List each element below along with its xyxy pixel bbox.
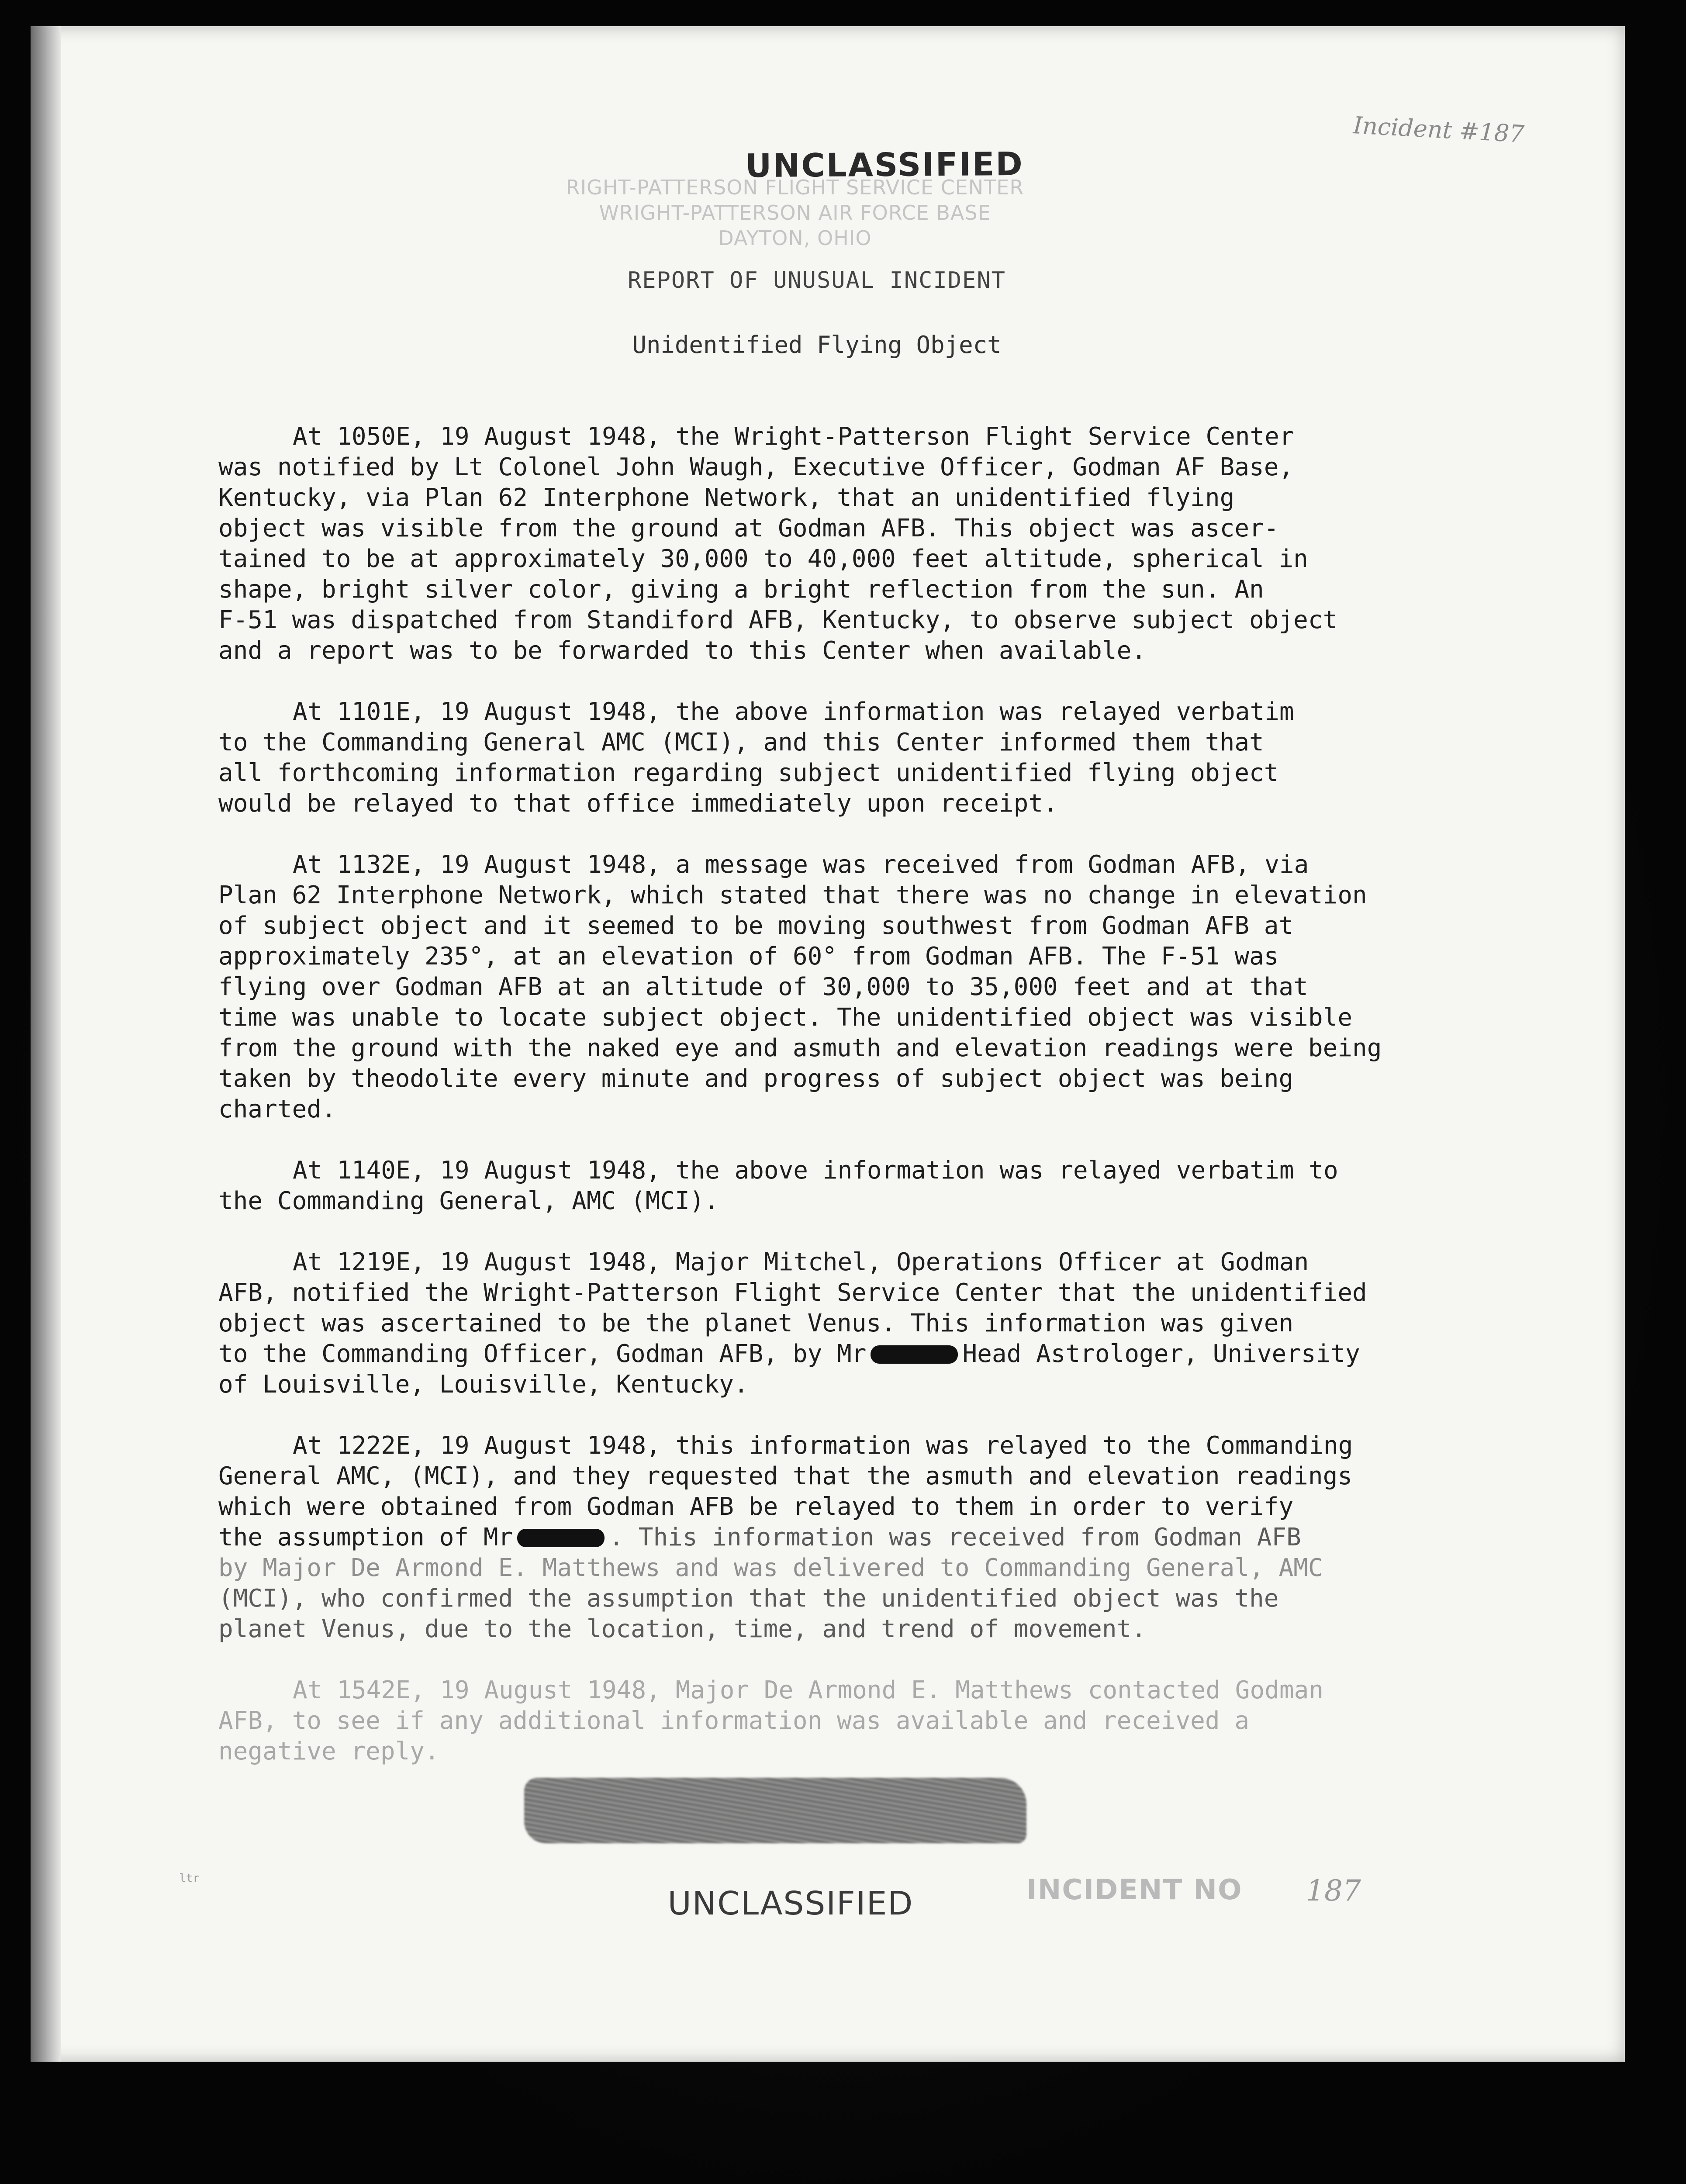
paragraph-1219e [218, 1247, 1463, 1400]
paragraph-1101e [218, 697, 1463, 819]
smudged-signature-block [524, 1778, 1026, 1843]
text-line: At 1219E, 19 August 1948, Major Mitchel, Operations Officer at Godman [293, 1248, 1309, 1276]
text-line: Kentucky, via Plan 62 Interphone Network, that an unidentified flying [218, 484, 1235, 512]
page-edge-shadow [31, 26, 61, 2062]
text-line: At 1050E, 19 August 1948, the Wright-Patterson Flight Service Center [293, 422, 1294, 451]
text-line: At 1140E, 19 August 1948, the above information was relayed verbatim to [293, 1156, 1338, 1185]
text-line: planet Venus, due to the location, time, and trend of movement. [218, 1615, 1147, 1643]
incident-stamp: INCIDENT NO [1026, 1874, 1243, 1906]
text-line: At 1542E, 19 August 1948, Major De Armond E. Matthews contacted Godman [293, 1676, 1324, 1704]
text-line: from the ground with the naked eye and asmuth and elevation readings were being [218, 1034, 1382, 1062]
classification-stamp-bottom: UNCLASSIFIED [667, 1885, 914, 1922]
text-fragment: to the Commanding Officer, Godman AFB, by Mr [218, 1340, 867, 1368]
text-line: of subject object and it seemed to be moving southwest from Godman AFB at [218, 912, 1294, 940]
corner-mark: ltr [179, 1872, 200, 1885]
letterhead [446, 175, 1144, 251]
text-line: object was visible from the ground at Godman AFB. This object was ascer- [218, 514, 1279, 543]
text-line: to the Commanding General AMC (MCI), and this Center informed them that [218, 728, 1264, 757]
text-line: taken by theodolite every minute and progress of subject object was being [218, 1064, 1294, 1093]
text-fragment: Head Astrologer, University [962, 1340, 1360, 1368]
text-line: AFB, notified the Wright-Patterson Flight Service Center that the unidentified [218, 1279, 1367, 1307]
letterhead-line: DAYTON, OHIO [718, 226, 872, 250]
classification-stamp-top: UNCLASSIFIED [745, 145, 1024, 185]
text-line: flying over Godman AFB at an altitude of 30,000 to 35,000 feet and at that [218, 973, 1308, 1001]
text-line: negative reply. [218, 1737, 439, 1766]
text-line: At 1101E, 19 August 1948, the above information was relayed verbatim [293, 698, 1294, 726]
paragraph-1222e [218, 1431, 1463, 1645]
text-fragment: . This information was received from Godman AFB [609, 1523, 1301, 1552]
text-line-with-redaction [218, 1339, 1463, 1369]
text-line: General AMC, (MCI), and they requested that the asmuth and elevation readings [218, 1462, 1353, 1490]
text-line: tained to be at approximately 30,000 to 40,000 feet altitude, spherical in [218, 545, 1308, 573]
text-line: charted. [218, 1095, 336, 1123]
text-line: would be relayed to that office immediately upon receipt. [218, 789, 1058, 818]
text-line: was notified by Lt Colonel John Waugh, Executive Officer, Godman AF Base, [218, 453, 1294, 481]
letterhead-line: RIGHT-PATTERSON FLIGHT SERVICE CENTER [566, 176, 1024, 199]
text-line: all forthcoming information regarding subject unidentified flying object [218, 759, 1279, 787]
redaction-mark [517, 1529, 605, 1547]
film-notch [1040, 0, 1044, 6]
text-line: (MCI), who confirmed the assumption that the unidentified object was the [218, 1584, 1279, 1613]
text-line: At 1222E, 19 August 1948, this information was relayed to the Commanding [293, 1431, 1353, 1460]
paragraph-1132e [218, 850, 1463, 1125]
text-line: shape, bright silver color, giving a bright reflection from the sun. An [218, 575, 1264, 604]
report-body [218, 422, 1463, 1797]
text-line: the Commanding General, AMC (MCI). [218, 1187, 719, 1215]
text-line: At 1132E, 19 August 1948, a message was received from Godman AFB, via [293, 850, 1309, 879]
text-line: of Louisville, Louisville, Kentucky. [218, 1370, 749, 1399]
incident-number: 187 [1306, 1874, 1361, 1908]
text-line: object was ascertained to be the planet Venus. This information was given [218, 1309, 1294, 1337]
text-line: which were obtained from Godman AFB be relayed to them in order to verify [218, 1493, 1294, 1521]
report-subtitle: Unidentified Flying Object [632, 331, 1002, 359]
text-line: AFB, to see if any additional information was available and received a [218, 1707, 1250, 1735]
text-line-with-redaction [218, 1522, 1463, 1553]
text-line: approximately 235°, at an elevation of 60° from Godman AFB. The F-51 was [218, 942, 1279, 971]
text-line: time was unable to locate subject object. The unidentified object was visible [218, 1003, 1353, 1032]
paragraph-1050e [218, 422, 1463, 666]
report-title: REPORT OF UNUSUAL INCIDENT [628, 267, 1006, 294]
text-line: Plan 62 Interphone Network, which stated that there was no change in elevation [218, 881, 1367, 909]
paragraph-1140e [218, 1155, 1463, 1216]
handwritten-incident-note: Incident #187 [1352, 111, 1525, 148]
text-line: F-51 was dispatched from Standiford AFB, Kentucky, to observe subject object [218, 606, 1338, 634]
paragraph-1542e [218, 1675, 1463, 1767]
text-line: by Major De Armond E. Matthews and was delivered to Commanding General, AMC [218, 1554, 1323, 1582]
text-fragment: the assumption of Mr [218, 1523, 513, 1552]
text-line: and a report was to be forwarded to this Center when available. [218, 636, 1147, 665]
redaction-mark [871, 1345, 958, 1364]
letterhead-line: WRIGHT-PATTERSON AIR FORCE BASE [599, 201, 991, 225]
